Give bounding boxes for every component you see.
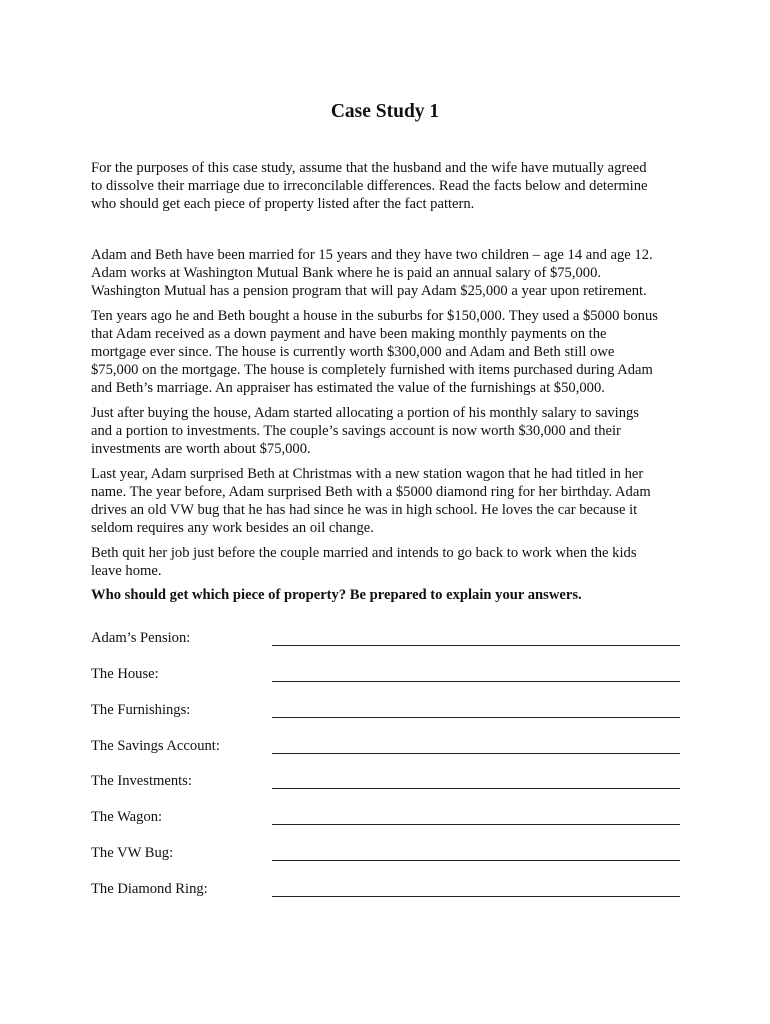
text-line: Washington Mutual has a pension program that will pay Adam $25,000 a year upon retirement. bbox=[91, 283, 647, 299]
intro-paragraph bbox=[91, 159, 691, 213]
answer-label: The Wagon: bbox=[91, 809, 163, 825]
answer-row-furnishings bbox=[91, 702, 681, 722]
fact-paragraph-savings bbox=[91, 404, 691, 458]
answer-row-wagon bbox=[91, 809, 681, 829]
fact-paragraph-house bbox=[91, 307, 691, 397]
answer-label: The Savings Account: bbox=[91, 738, 220, 754]
answer-blank-line[interactable] bbox=[272, 824, 680, 825]
fact-paragraph-beth bbox=[91, 544, 691, 580]
answer-label: The Furnishings: bbox=[91, 702, 191, 718]
text-line: For the purposes of this case study, assume that the husband and the wife have mutually agreed bbox=[91, 160, 647, 176]
answer-row-savings bbox=[91, 738, 681, 758]
text-line: name. The year before, Adam surprised Beth with a $5000 diamond ring for her birthday. Adam bbox=[91, 484, 651, 500]
answer-row-investments bbox=[91, 773, 681, 793]
text-line: Beth quit her job just before the couple married and intends to go back to work when the kids bbox=[91, 545, 637, 561]
answer-row-vw-bug bbox=[91, 845, 681, 865]
text-line: leave home. bbox=[91, 563, 162, 579]
answer-blank-line[interactable] bbox=[272, 717, 680, 718]
text-line: that Adam received as a down payment and have been making monthly payments on the bbox=[91, 326, 607, 342]
text-line: Adam and Beth have been married for 15 years and they have two children – age 14 and age 12. bbox=[91, 247, 653, 263]
text-line: Last year, Adam surprised Beth at Christmas with a new station wagon that he had titled in her bbox=[91, 466, 644, 482]
fact-paragraph-marriage bbox=[91, 246, 691, 300]
answer-blank-line[interactable] bbox=[272, 788, 680, 789]
text-line: drives an old VW bug that he has had since he was in high school. He loves the car because it bbox=[91, 502, 638, 518]
fact-paragraph-gifts bbox=[91, 465, 691, 537]
answer-row-diamond-ring bbox=[91, 881, 681, 901]
answer-blank-line[interactable] bbox=[272, 896, 680, 897]
answer-blank-line[interactable] bbox=[272, 753, 680, 754]
page-title: Case Study 1 bbox=[330, 101, 440, 122]
text-line: $75,000 on the mortgage. The house is completely furnished with items purchased during Adam bbox=[91, 362, 653, 378]
text-line: investments are worth about $75,000. bbox=[91, 441, 311, 457]
question-prompt: Who should get which piece of property? Be prepared to explain your answers. bbox=[91, 587, 582, 603]
answer-row-house bbox=[91, 666, 681, 686]
text-line: Adam works at Washington Mutual Bank where he is paid an annual salary of $75,000. bbox=[91, 265, 602, 281]
text-line: Just after buying the house, Adam started allocating a portion of his monthly salary to savings bbox=[91, 405, 639, 421]
text-line: Ten years ago he and Beth bought a house in the suburbs for $150,000. They used a $5000 bonus bbox=[91, 308, 658, 324]
text-line: mortgage ever since. The house is currently worth $300,000 and Adam and Beth still owe bbox=[91, 344, 615, 360]
answer-label: The House: bbox=[91, 666, 159, 682]
text-line: to dissolve their marriage due to irreconcilable differences. Read the facts below and determine bbox=[91, 178, 648, 194]
answer-label: The Diamond Ring: bbox=[91, 881, 208, 897]
answer-row-pension bbox=[91, 630, 681, 650]
answer-label: The Investments: bbox=[91, 773, 192, 789]
answer-blank-line[interactable] bbox=[272, 681, 680, 682]
answer-blank-line[interactable] bbox=[272, 860, 680, 861]
text-line: seldom requires any work besides an oil change. bbox=[91, 520, 374, 536]
text-line: and Beth’s marriage. An appraiser has estimated the value of the furnishings at $50,000. bbox=[91, 380, 605, 396]
text-line: who should get each piece of property listed after the fact pattern. bbox=[91, 196, 475, 212]
answer-label: The VW Bug: bbox=[91, 845, 174, 861]
text-line: and a portion to investments. The couple’s savings account is now worth $30,000 and their bbox=[91, 423, 621, 439]
answer-blank-line[interactable] bbox=[272, 645, 680, 646]
answer-label: Adam’s Pension: bbox=[91, 630, 191, 646]
